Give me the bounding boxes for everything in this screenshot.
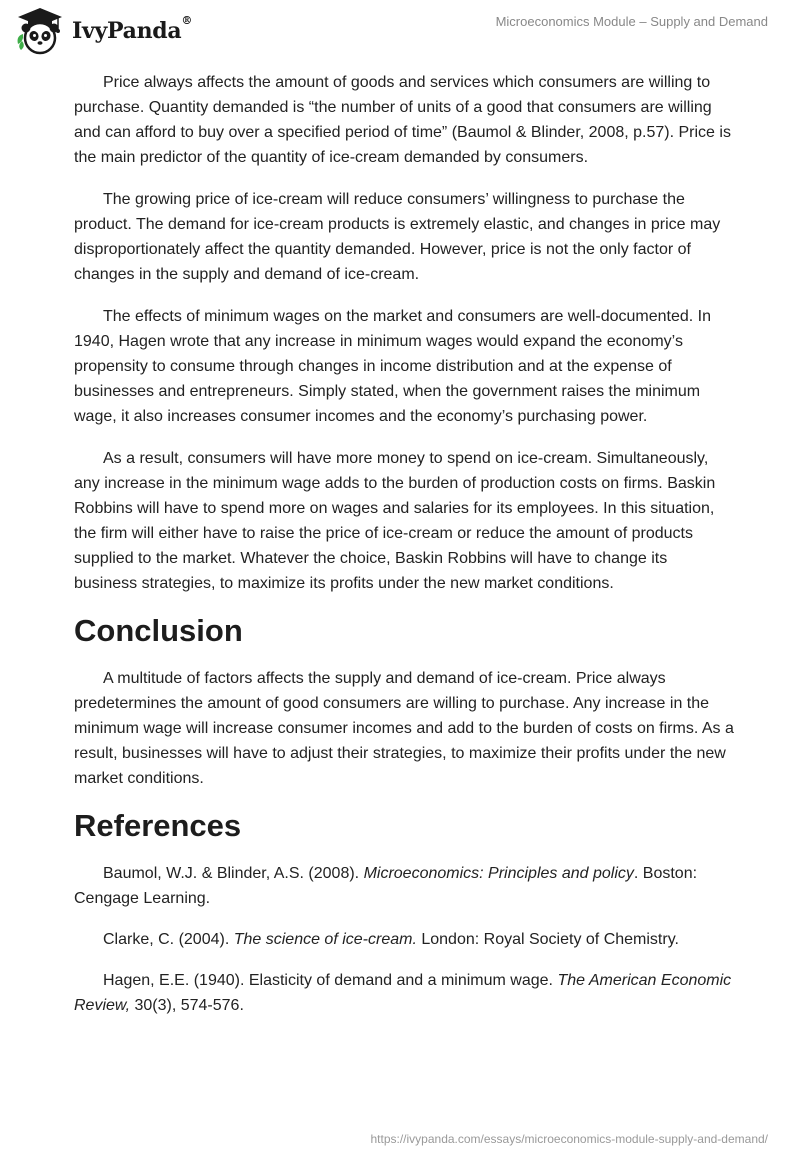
- references-heading: References: [74, 808, 242, 843]
- reference-title: Microeconomics: Principles and policy: [363, 865, 634, 882]
- document-title: Microeconomics Module – Supply and Demand: [495, 14, 768, 29]
- reference-item: [74, 968, 734, 1018]
- body-paragraph: The growing price of ice-cream will reduce consumers’ willingness to purchase the product. The demand for ice-cream products is extremely elastic, and changes in price may disproportionately affect the quantity demanded. However, price is not the only factor of changes in the supply and demand of ice-cream.: [74, 191, 721, 283]
- body-paragraph: Price always affects the amount of goods and services which consumers are willing to purchase. Quantity demanded is “the number of units of a good that consumers are willing and can afford to buy over a specified period of time” (Baumol & Blinder, 2008, p.57). Price is the main predictor of the quantity of ice-cream demanded by consumers.: [74, 74, 731, 166]
- reference-authors: Baumol, W.J. & Blinder, A.S. (2008).: [103, 865, 364, 882]
- essay-content: [74, 70, 734, 1034]
- reference-title: The science of ice-cream.: [233, 931, 417, 948]
- panda-icon: [14, 6, 66, 56]
- reference-publisher: London: Royal Society of Chemistry.: [416, 931, 679, 948]
- conclusion-paragraph: A multitude of factors affects the supply and demand of ice-cream. Price always predetermines the amount of good consumers are willing to purchase. Any increase in the minimum wage will increase consumer incomes and add to the burden of costs on firms. As a result, businesses will have to adjust their strategies, to maximize their profits under the new market conditions.: [74, 670, 734, 787]
- reference-authors: Hagen, E.E. (1940). Elasticity of demand and a minimum wage.: [103, 972, 558, 989]
- reference-item: [74, 861, 734, 911]
- reference-item: [74, 927, 734, 952]
- reference-title: The American Economic Review,: [74, 972, 732, 1014]
- ivypanda-logo[interactable]: [14, 6, 192, 56]
- page-header: [0, 0, 800, 64]
- registered-mark: ®: [181, 14, 193, 27]
- reference-publisher: . Boston: Cengage Learning.: [74, 865, 698, 907]
- brand-name: [72, 14, 193, 44]
- reference-publisher: 30(3), 574-576.: [130, 997, 244, 1014]
- body-paragraph: As a result, consumers will have more money to spend on ice-cream. Simultaneously, any increase in the minimum wage adds to the burden of production costs on firms. Baskin Robbins will have to spend more on wages and salaries for its employees. In this situation, the firm will either have to raise the price of ice-cream or reduce the amount of products supplied to the market. Whatever the choice, Baskin Robbins will have to change its business strategies, to maximize its profits under the new market conditions.: [74, 450, 716, 592]
- body-paragraph: The effects of minimum wages on the market and consumers are well-documented. In 1940, Hagen wrote that any increase in minimum wages would expand the economy’s propensity to consume through changes in income distribution and at the expense of businesses and entrepreneurs. Simply stated, when the government raises the minimum wage, it also increases consumer incomes and the economy’s purchasing power.: [74, 308, 711, 425]
- brand-label: IvyPanda: [72, 18, 182, 44]
- reference-authors: Clarke, C. (2004).: [103, 931, 234, 948]
- conclusion-heading: Conclusion: [74, 613, 243, 648]
- source-url[interactable]: https://ivypanda.com/essays/microeconomics-module-supply-and-demand/: [370, 1132, 768, 1146]
